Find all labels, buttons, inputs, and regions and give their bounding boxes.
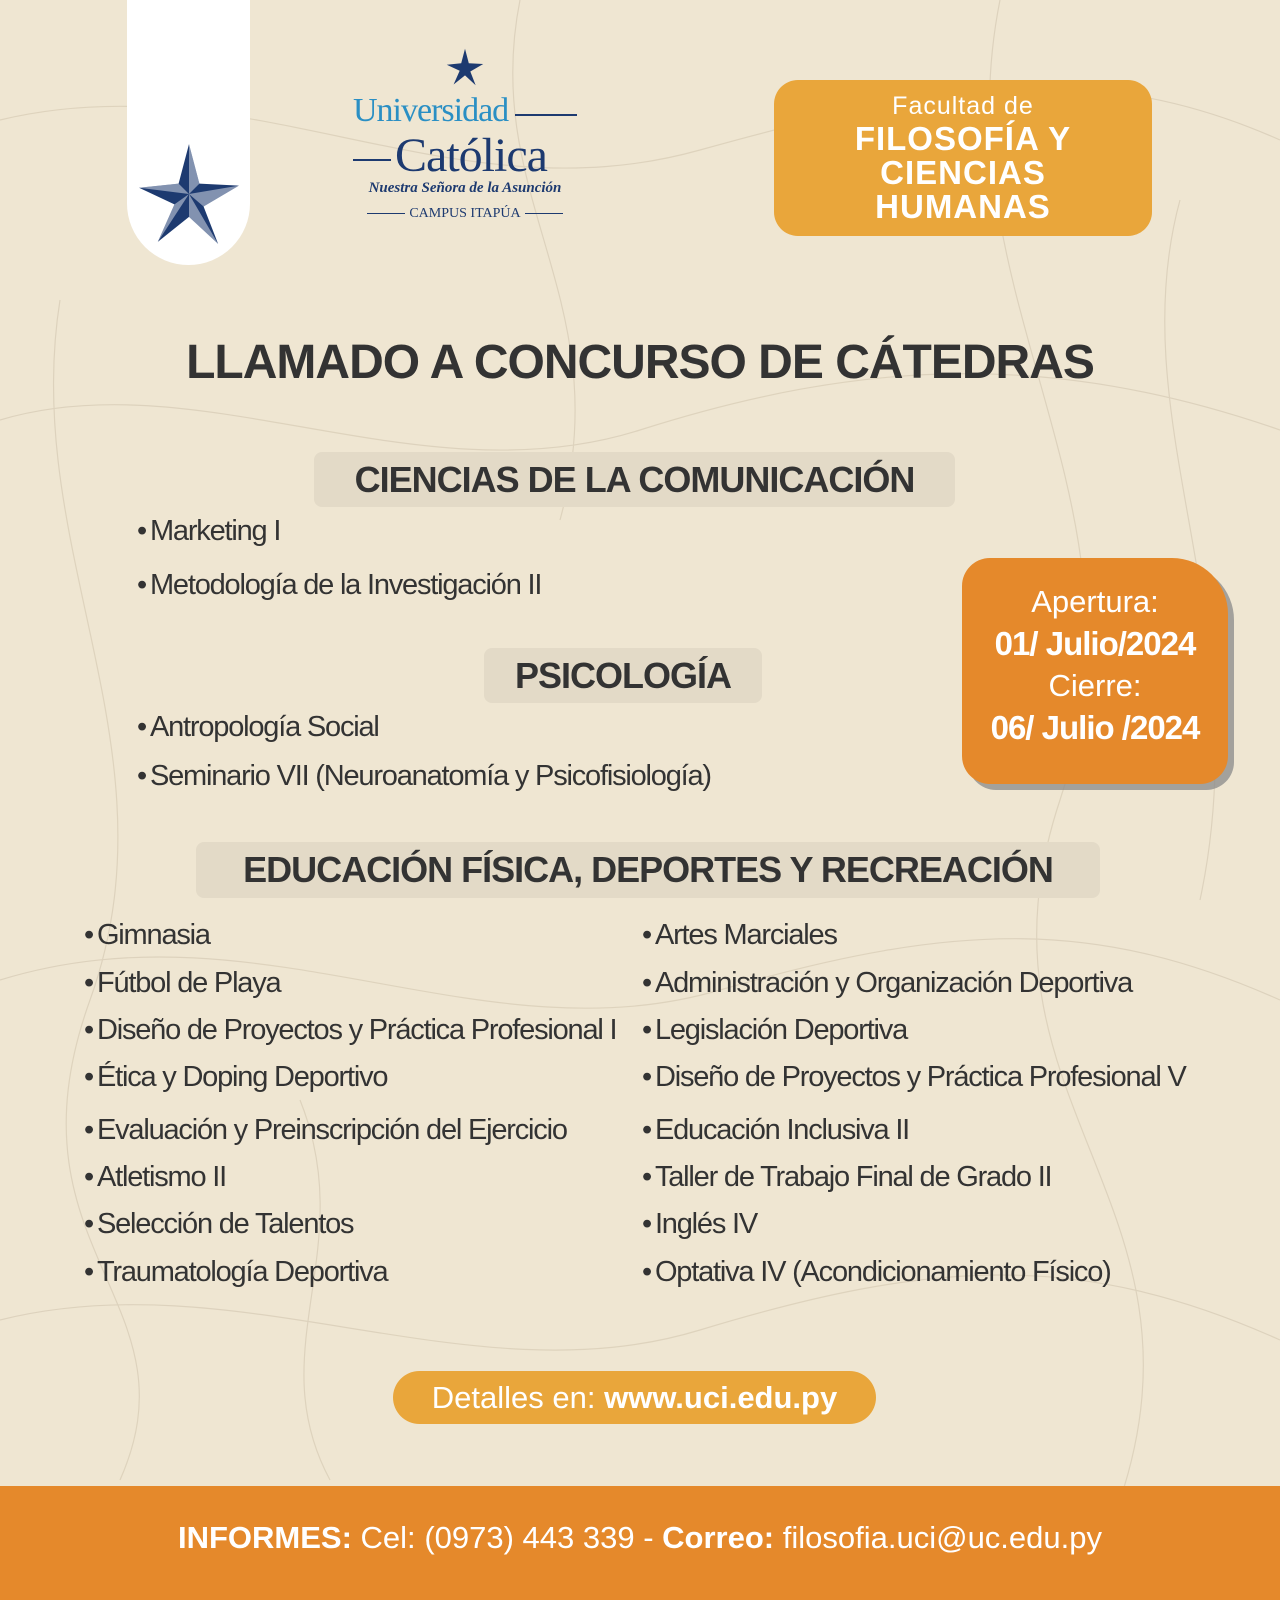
- star-icon: [137, 142, 241, 246]
- footer-informes-label: INFORMES:: [177, 1520, 352, 1555]
- closing-label: Cierre:: [1048, 668, 1142, 703]
- footer-email-link[interactable]: filosofia.uci@uc.edu.py: [782, 1520, 1102, 1555]
- list-item: • Traumatología Deportiva: [84, 1256, 387, 1289]
- list-item: • Diseño de Proyectos y Práctica Profesional I: [84, 1014, 616, 1047]
- list-item: • Educación Inclusiva II: [642, 1114, 909, 1147]
- list-item: • Metodología de la Investigación II: [137, 569, 541, 602]
- list-item: • Gimnasia: [84, 919, 210, 952]
- list-item: • Legislación Deportiva: [642, 1014, 907, 1047]
- opening-date: 01/ Julio/2024: [994, 625, 1196, 662]
- logo-rule: [515, 114, 577, 116]
- footer-phone-label: Cel:: [360, 1520, 416, 1555]
- list-item: • Inglés IV: [642, 1208, 757, 1241]
- footer-phone[interactable]: (0973) 443 339: [424, 1520, 635, 1555]
- list-item: • Antropología Social: [137, 711, 379, 744]
- list-item: • Artes Marciales: [642, 919, 837, 952]
- list-item: • Taller de Trabajo Final de Grado II: [642, 1161, 1051, 1194]
- logo-catolica: Católica: [395, 129, 547, 182]
- list-item: • Selección de Talentos: [84, 1208, 353, 1241]
- list-item: • Atletismo II: [84, 1161, 226, 1194]
- list-item: • Fútbol de Playa: [84, 967, 280, 1000]
- list-item: • Optativa IV (Acondicionamiento Físico): [642, 1256, 1111, 1289]
- opening-label: Apertura:: [1031, 584, 1159, 619]
- details-url-link[interactable]: www.uci.edu.py: [604, 1380, 838, 1415]
- details-label: Detalles en:: [431, 1380, 596, 1415]
- main-title: LLAMADO A CONCURSO DE CÁTEDRAS: [186, 336, 1094, 389]
- section-title-comunicacion: CIENCIAS DE LA COMUNICACIÓN: [314, 452, 955, 507]
- section-title-educacion-fisica: EDUCACIÓN FÍSICA, DEPORTES Y RECREACIÓN: [196, 842, 1100, 898]
- list-item: • Diseño de Proyectos y Práctica Profesional V: [642, 1061, 1186, 1094]
- logo-rule: [353, 159, 391, 161]
- logo-star-icon: [446, 48, 484, 86]
- footer-separator: -: [643, 1520, 654, 1555]
- list-item: • Ética y Doping Deportivo: [84, 1061, 387, 1094]
- university-logo: [345, 48, 585, 233]
- list-item: • Marketing I: [137, 515, 280, 548]
- logo-campus: [345, 206, 585, 222]
- footer-email-label: Correo:: [662, 1520, 775, 1555]
- section-title-psicologia: PSICOLOGÍA: [484, 648, 762, 703]
- logo-subtitle: Nuestra Señora de la Asunción: [368, 180, 562, 196]
- faculty-name-line2: CIENCIAS: [880, 154, 1046, 191]
- logo-campus-label: CAMPUS ITAPÚA: [409, 206, 521, 221]
- details-pill: [393, 1371, 876, 1424]
- logo-universidad: Universidad: [353, 92, 509, 129]
- top-tab: [127, 0, 250, 265]
- faculty-name-line1: FILOSOFÍA Y: [854, 120, 1072, 157]
- dates-badge: [962, 558, 1228, 784]
- list-item: • Seminario VII (Neuroanatomía y Psicofisiología): [137, 760, 711, 793]
- faculty-name-line3: HUMANAS: [875, 188, 1051, 225]
- footer-bar: [0, 1486, 1280, 1600]
- faculty-prefix: Facultad de: [892, 92, 1034, 120]
- faculty-badge: [774, 80, 1152, 236]
- closing-date: 06/ Julio /2024: [990, 709, 1200, 746]
- list-item: • Administración y Organización Deportiva: [642, 967, 1132, 1000]
- list-item: • Evaluación y Preinscripción del Ejercicio: [84, 1114, 567, 1147]
